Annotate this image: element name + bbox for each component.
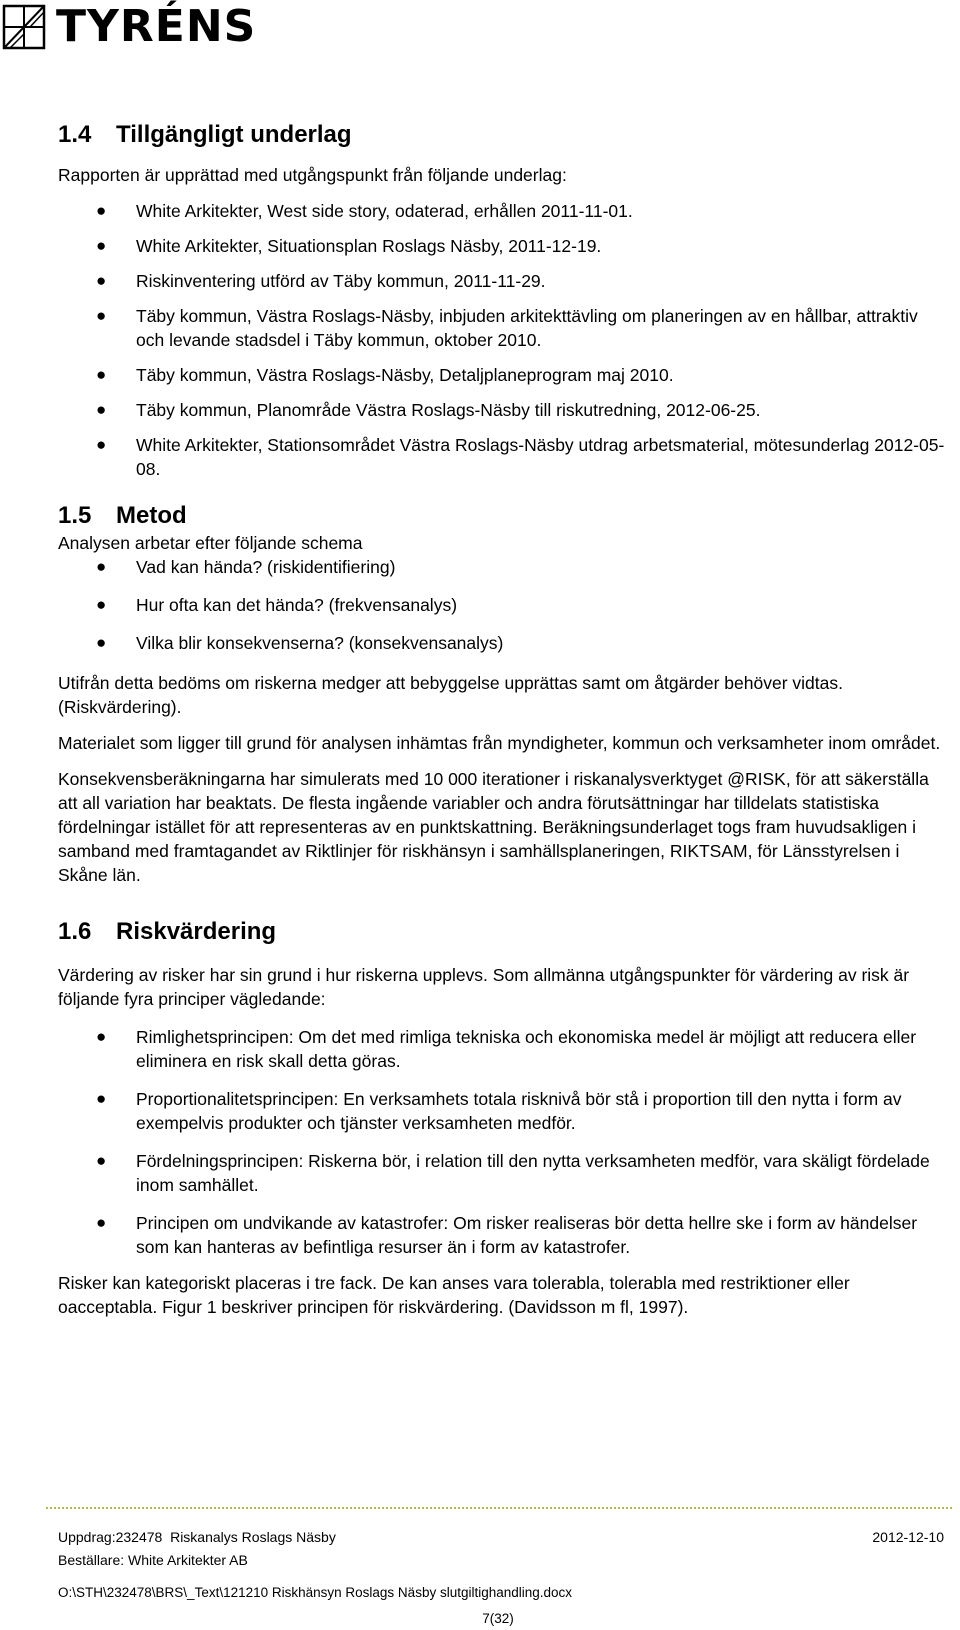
paragraph: Utifrån detta bedöms om riskerna medger att bebyggelse upprättas samt om åtgärder behöver vidtas. (Riskvärdering). — [58, 673, 843, 717]
bullet-icon: ● — [96, 633, 107, 652]
list-item: ● White Arkitekter, Situationsplan Roslags Näsby, 2011-12-19. — [96, 236, 602, 256]
paragraph: Materialet som ligger till grund för analysen inhämtas från myndigheter, kommun och verksamheter inom området. — [58, 733, 941, 753]
bullet-icon: ● — [96, 271, 107, 290]
source-list — [58, 199, 948, 481]
section-title: Metod — [116, 502, 187, 529]
bullet-icon: ● — [96, 201, 107, 220]
footer-path: O:\STH\232478\BRS\_Text\121210 Riskhänsyn Roslags Näsby slutgiltighandling.docx — [58, 1585, 573, 1600]
list-item: ● Hur ofta kan det hända? (frekvensanalys) — [96, 595, 458, 615]
footer-client: Beställare: White Arkitekter AB — [58, 1552, 248, 1568]
bullet-icon: ● — [96, 400, 107, 419]
section-title: Riskvärdering — [116, 918, 277, 945]
document-body — [58, 120, 948, 1319]
method-list — [58, 555, 948, 655]
bullet-icon: ● — [96, 1151, 107, 1170]
section-number: 1.5 — [58, 502, 92, 529]
footer-date: 2012-12-10 — [872, 1529, 944, 1545]
bullet-icon: ● — [96, 557, 107, 576]
principles-list — [58, 1025, 948, 1259]
section-intro: Värdering av risker har sin grund i hur riskerna upplevs. Som allmänna utgångspunkter för värdering av risk är följande fyra principer vägledande: — [58, 965, 910, 1009]
bullet-icon: ● — [96, 236, 107, 255]
footer-assignment: Uppdrag:232478 Riskanalys Roslags Näsby — [58, 1529, 336, 1545]
list-item: ● Täby kommun, Västra Roslags-Näsby, inbjuden arkitekttävling om planeringen av en hållbar, attraktiv och levande stadsdel i Täby kommun, oktober 2010. — [96, 306, 918, 350]
list-item: ● Riskinventering utförd av Täby kommun, 2011-11-29. — [96, 271, 546, 291]
section-intro: Rapporten är upprättad med utgångspunkt från följande underlag: — [58, 165, 567, 185]
section-heading-1-6 — [58, 917, 948, 947]
section-heading-1-5 — [58, 501, 948, 531]
list-item: ● White Arkitekter, West side story, odaterad, erhållen 2011-11-01. — [96, 201, 633, 221]
paragraph: Risker kan kategoriskt placeras i tre fack. De kan anses vara tolerabla, tolerabla med restriktioner eller oacceptabla. Figur 1 beskriver principen för riskvärdering. (Davidsson m fl, 1997). — [58, 1273, 850, 1317]
bullet-icon: ● — [96, 595, 107, 614]
page-number: 7(32) — [482, 1611, 514, 1626]
tyrens-logo — [0, 0, 256, 54]
section-title: Tillgängligt underlag — [116, 121, 352, 148]
bullet-icon: ● — [96, 1213, 107, 1232]
logo-mark-icon — [2, 4, 46, 50]
section-intro: Analysen arbetar efter följande schema — [58, 533, 363, 553]
list-item: ● Principen om undvikande av katastrofer: Om risker realiseras bör detta hellre ske i form av händelser som kan hanteras av befintliga resurser än i form av katastrofer. — [96, 1213, 918, 1257]
list-item: ● Täby kommun, Planområde Västra Roslags-Näsby till riskutredning, 2012-06-25. — [96, 400, 761, 420]
section-number: 1.4 — [58, 121, 92, 148]
bullet-icon: ● — [96, 1027, 107, 1046]
bullet-icon: ● — [96, 1089, 107, 1108]
list-item: ● Fördelningsprincipen: Riskerna bör, i relation till den nytta verksamheten medför, vara skäligt fördelade inom samhället. — [96, 1151, 930, 1195]
paragraph: Konsekvensberäkningarna har simulerats med 10 000 iterationer i riskanalysverktyget @RISK, för att säkerställa att all variation har beaktats. De flesta ingående variabler och andra förutsättningar har tilldelats statistiska fördelningar istället för att representeras av en punktskattning. Beräkningsunderlaget togs fram huvudsakligen i samband med framtagandet av Riktlinjer för riskhänsyn i samhällsplaneringen, RIKTSAM, för Länsstyrelsen i Skåne län. — [58, 769, 929, 885]
list-item: ● Vad kan hända? (riskidentifiering) — [96, 557, 396, 577]
list-item: ● White Arkitekter, Stationsområdet Västra Roslags-Näsby utdrag arbetsmaterial, mötesunderlag 2012-05-08. — [96, 435, 945, 479]
footer-rule — [46, 1507, 952, 1509]
list-item: ● Rimlighetsprincipen: Om det med rimliga tekniska och ekonomiska medel är möjligt att reducera eller eliminera en risk skall detta göras. — [96, 1027, 917, 1071]
bullet-icon: ● — [96, 365, 107, 384]
logo-text: TYRÉNS — [56, 1, 257, 52]
bullet-icon: ● — [96, 306, 107, 325]
list-item: ● Vilka blir konsekvenserna? (konsekvensanalys) — [96, 633, 504, 653]
list-item: ● Proportionalitetsprincipen: En verksamhets totala risknivå bör stå i proportion till den nytta i form av exempelvis produkter och tjänster verksamheten medför. — [96, 1089, 902, 1133]
list-item: ● Täby kommun, Västra Roslags-Näsby, Detaljplaneprogram maj 2010. — [96, 365, 674, 385]
section-number: 1.6 — [58, 918, 92, 945]
section-heading-1-4 — [58, 120, 948, 150]
bullet-icon: ● — [96, 435, 107, 454]
